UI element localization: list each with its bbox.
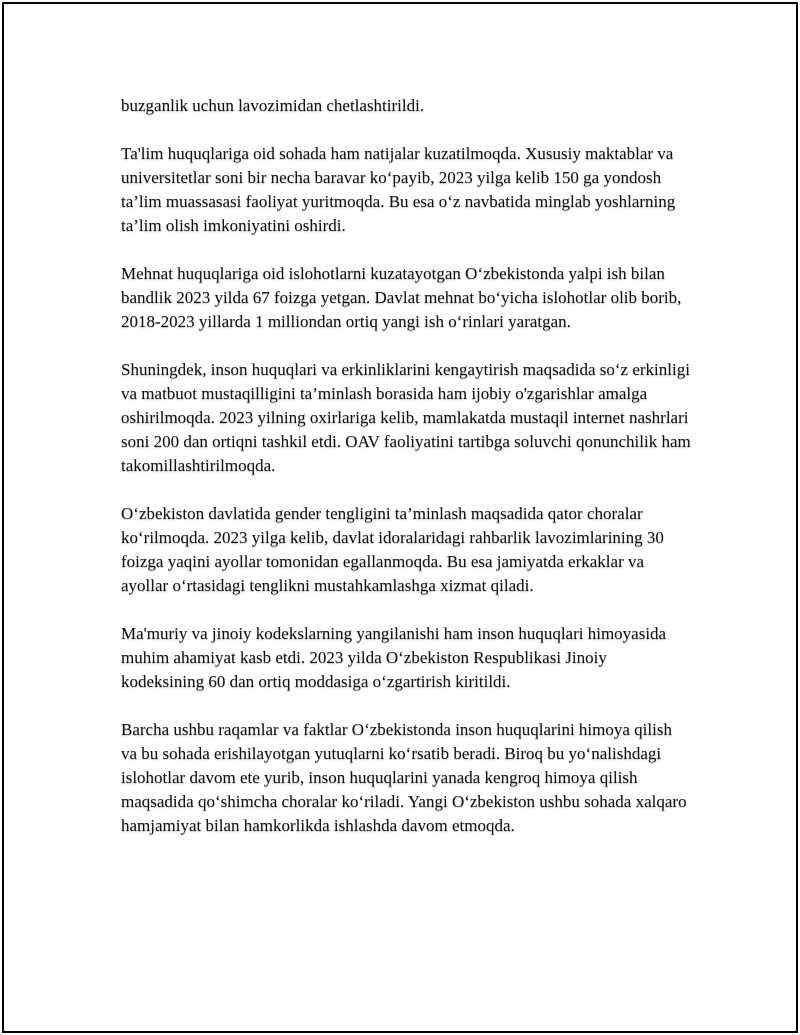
paragraph-gender-equality: O‘zbekiston davlatida gender tengligini ta’minlash maqsadida qator choralar ko‘rilmoqda. 2023 yilga kelib, davlat idoralaridagi rahbarlik lavozimlarining 30 foizga yaqini ayollar tomonidan egallanmoqda. Bu esa jamiyatda erkaklar va ayollar o‘rtasidagi tenglikni mustahkamlashga xizmat qiladi. (121, 504, 664, 595)
paragraph-education-rights: Ta'lim huquqlariga oid sohada ham natijalar kuzatilmoqda. Xususiy maktablar va universitetlar soni bir necha baravar ko‘payib, 2023 yilga kelib 150 ga yondosh ta’lim muassasasi faoliyat yuritmoqda. Bu esa o‘z navbatida minglab yoshlarning ta’lim olish imkoniyatini oshirdi. (121, 144, 676, 235)
paragraph-code-reform: Ma'muriy va jinoiy kodekslarning yangilanishi ham inson huquqlari himoyasida muhim ahamiyat kasb etdi. 2023 yilda O‘zbekiston Respublikasi Jinoiy kodeksining 60 dan ortiq moddasiga o‘zgartirish kiritildi. (121, 624, 667, 691)
paragraph-continuation: buzganlik uchun lavozimidan chetlashtirildi. (121, 96, 425, 115)
document-body (121, 94, 691, 838)
paragraph-labor-rights: Mehnat huquqlariga oid islohotlarni kuzatayotgan O‘zbekistonda yalpi ish bilan bandlik 2023 yilda 67 foizga yetgan. Davlat mehnat bo‘yicha islohotlar olib borib, 2018-2023 yillarda 1 milliondan ortiq yangi ish o‘rinlari yaratgan. (121, 264, 682, 331)
paragraph-press-freedom: Shuningdek, inson huquqlari va erkinliklarini kengaytirish maqsadida so‘z erkinligi va matbuot mustaqilligini ta’minlash borasida ham ijobiy o'zgarishlar amalga oshirilmoqda. 2023 yilning oxirlariga kelib, mamlakatda mustaqil internet nashrlari soni 200 dan ortiqni tashkil etdi. OAV faoliyatini tartibga soluvchi qonunchilik ham takomillashtirilmoqda. (121, 360, 691, 475)
document-page (2, 2, 798, 1033)
paragraph-conclusion: Barcha ushbu raqamlar va faktlar O‘zbekistonda inson huquqlarini himoya qilish va bu sohada erishilayotgan yutuqlarni ko‘rsatib beradi. Biroq bu yo‘nalishdagi islohotlar davom ete yurib, inson huquqlarini yanada kengroq himoya qilish maqsadida qo‘shimcha choralar ko‘riladi. Yangi O‘zbekiston ushbu sohada xalqaro hamjamiyat bilan hamkorlikda ishlashda davom etmoqda. (121, 720, 687, 835)
